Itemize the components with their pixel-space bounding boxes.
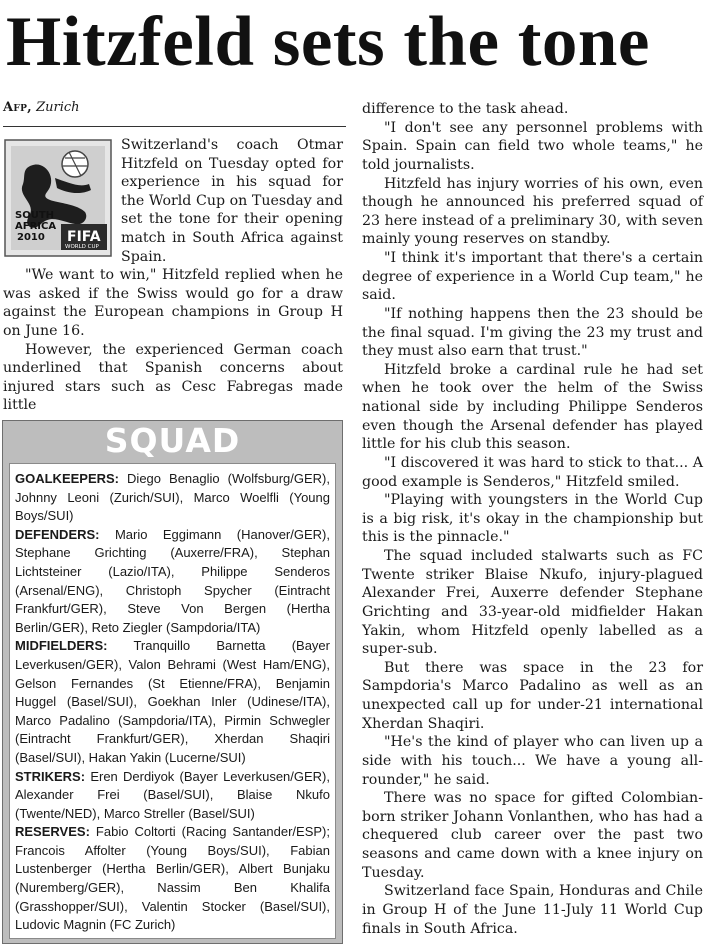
- paragraph: difference to the task ahead.: [362, 101, 569, 117]
- squad-group-label: DEFENDERS:: [15, 526, 100, 542]
- squad-group-label: STRIKERS:: [15, 768, 86, 784]
- logo-line1: SOUTH: [15, 210, 55, 221]
- paragraph: Hitzfeld broke a cardinal rule he had set when he took over the helm of the Swiss national side by including Philippe Senderos even though the Arsenal defender has played little for his club this season.: [362, 361, 703, 453]
- paragraph: Hitzfeld has injury worries of his own, even though he announced his preferred squad of 23 here instead of a preliminary 30, with seven mainly young reserves on standby.: [362, 175, 703, 248]
- logo-brand: FIFA: [67, 229, 101, 245]
- paragraph: The squad included stalwarts such as FC Twente striker Blaise Nkufo, injury-plagued Alexander Frei, Auxerre defender Stephane Grichting and 33-year-old midfielder Hakan Yakin, whom Hitzfeld openly labelled as a super-sub.: [362, 548, 703, 658]
- paragraph: "I don't see any personnel problems with Spain. Spain can field two whole teams," he told journalists.: [362, 119, 703, 173]
- paragraph: "I discovered it was hard to stick to that... A good example is Senderos," Hitzfeld smiled.: [362, 454, 703, 490]
- paragraph: There was no space for gifted Colombian-born striker Johann Vonlanthen, who has had a chequered club career over the past two seasons and came down with a knee injury on Tuesday.: [362, 790, 703, 881]
- paragraph: However, the experienced German coach underlined that Spanish concerns about injured stars such as Cesc Fabregas made little: [3, 341, 343, 414]
- paragraph: Switzerland face Spain, Honduras and Chile in Group H of the June 11-July 11 World Cup finals in South Africa.: [362, 883, 703, 937]
- squad-title: SQUAD: [104, 421, 241, 460]
- squad-group-strikers: [15, 768, 330, 824]
- byline: [3, 99, 345, 117]
- headline: Hitzfeld sets the tone: [6, 3, 650, 81]
- squad-group-label: MIDFIELDERS:: [15, 638, 108, 654]
- squad-group-reserves: [15, 823, 330, 935]
- paragraph: But there was space in the 23 for Sampdoria's Marco Padalino as well as an unexpected call up for under-21 international Xherdan Shaqiri.: [362, 659, 703, 732]
- paragraph: "I think it's important that there's a certain degree of experience in a World Cup team," he said.: [362, 250, 703, 304]
- squad-box: [2, 420, 343, 944]
- squad-group-label: RESERVES:: [15, 824, 90, 840]
- squad-group-defenders: [15, 526, 330, 638]
- byline-rule: [3, 126, 346, 127]
- logo-sub: WORLD CUP: [65, 244, 99, 250]
- paragraph: "He's the kind of player who can liven up a side with his touch... We have a young all-rounder," he said.: [362, 734, 703, 788]
- paragraph: "Playing with youngsters in the World Cup is a big risk, it's okay in the championship but this is the pinnacle.": [362, 492, 703, 546]
- squad-group-label: GOALKEEPERS:: [15, 471, 120, 486]
- squad-group-players: Mario Eggimann (Hanover/GER), Stephane Grichting (Auxerre/FRA), Stephan Lichtsteiner (Lazio/ITA), Philippe Senderos (Arsenal/ENG), Christoph Spycher (Eintracht Frankfurt/GER), Steve Von Bergen (Hertha Berlin/GER), Reto Ziegler (Sampdoria/ITA): [15, 526, 330, 635]
- squad-list: [9, 463, 336, 939]
- squad-group-players: Tranquillo Barnetta (Bayer Leverkusen/GER), Valon Behrami (West Ham/ENG), Gelson Fernandes (St Etienne/FRA), Benjamin Huggel (Basel/SUI), Goekhan Inler (Udinese/ITA), Marco Padalino (Sampdoria/ITA), Pirmin Schwegler (Eintracht Frankfurt/GER), Xherdan Shaqiri (Basel/SUI), Hakan Yakin (Lucerne/SUI): [15, 638, 330, 765]
- logo-line2: AFRICA: [15, 221, 57, 232]
- squad-group-midfielders: [15, 637, 330, 767]
- squad-group-players: Fabio Coltorti (Racing Santander/ESP); Francois Affolter (Young Boys/SUI), Fabian Lustenberger (Hertha Berlin/GER), Albert Bunjaku (Nuremberg/GER), Nassim Ben Khalifa (Grasshopper/SUI), Valentin Stocker (Basel/SUI), Ludovic Magnin (FC Zurich): [15, 824, 330, 933]
- byline-place: Zurich: [36, 100, 80, 115]
- squad-group-goalkeepers: [15, 470, 330, 526]
- squad-group-players: Eren Derdiyok (Bayer Leverkusen/GER), Alexander Frei (Basel/SUI), Blaise Nkufo (Twente/NED), Marco Streller (Basel/SUI): [15, 768, 330, 821]
- paragraph: "If nothing happens then the 23 should be the final squad. I'm giving the 23 my trust and they must also earn that trust.": [362, 305, 703, 360]
- article-column-1: [3, 136, 343, 415]
- lead-paragraph: Switzerland's coach Otmar Hitzfeld on Tuesday opted for experience in his squad for the World Cup on Tuesday and set the tone for their opening match in South Africa against Spain.: [121, 137, 343, 265]
- squad-group-players: Diego Benaglio (Wolfsburg/GER), Johnny Leoni (Zurich/SUI), Marco Woelfli (Young Boys/SUI): [15, 471, 330, 524]
- logo-year: 2010: [17, 232, 45, 243]
- article-column-2: [362, 100, 703, 938]
- byline-agency: Afp,: [3, 100, 32, 115]
- paragraph: "We want to win," Hitzfeld replied when he was asked if the Swiss would go for a draw against the European champions in Group H on June 16.: [3, 267, 343, 339]
